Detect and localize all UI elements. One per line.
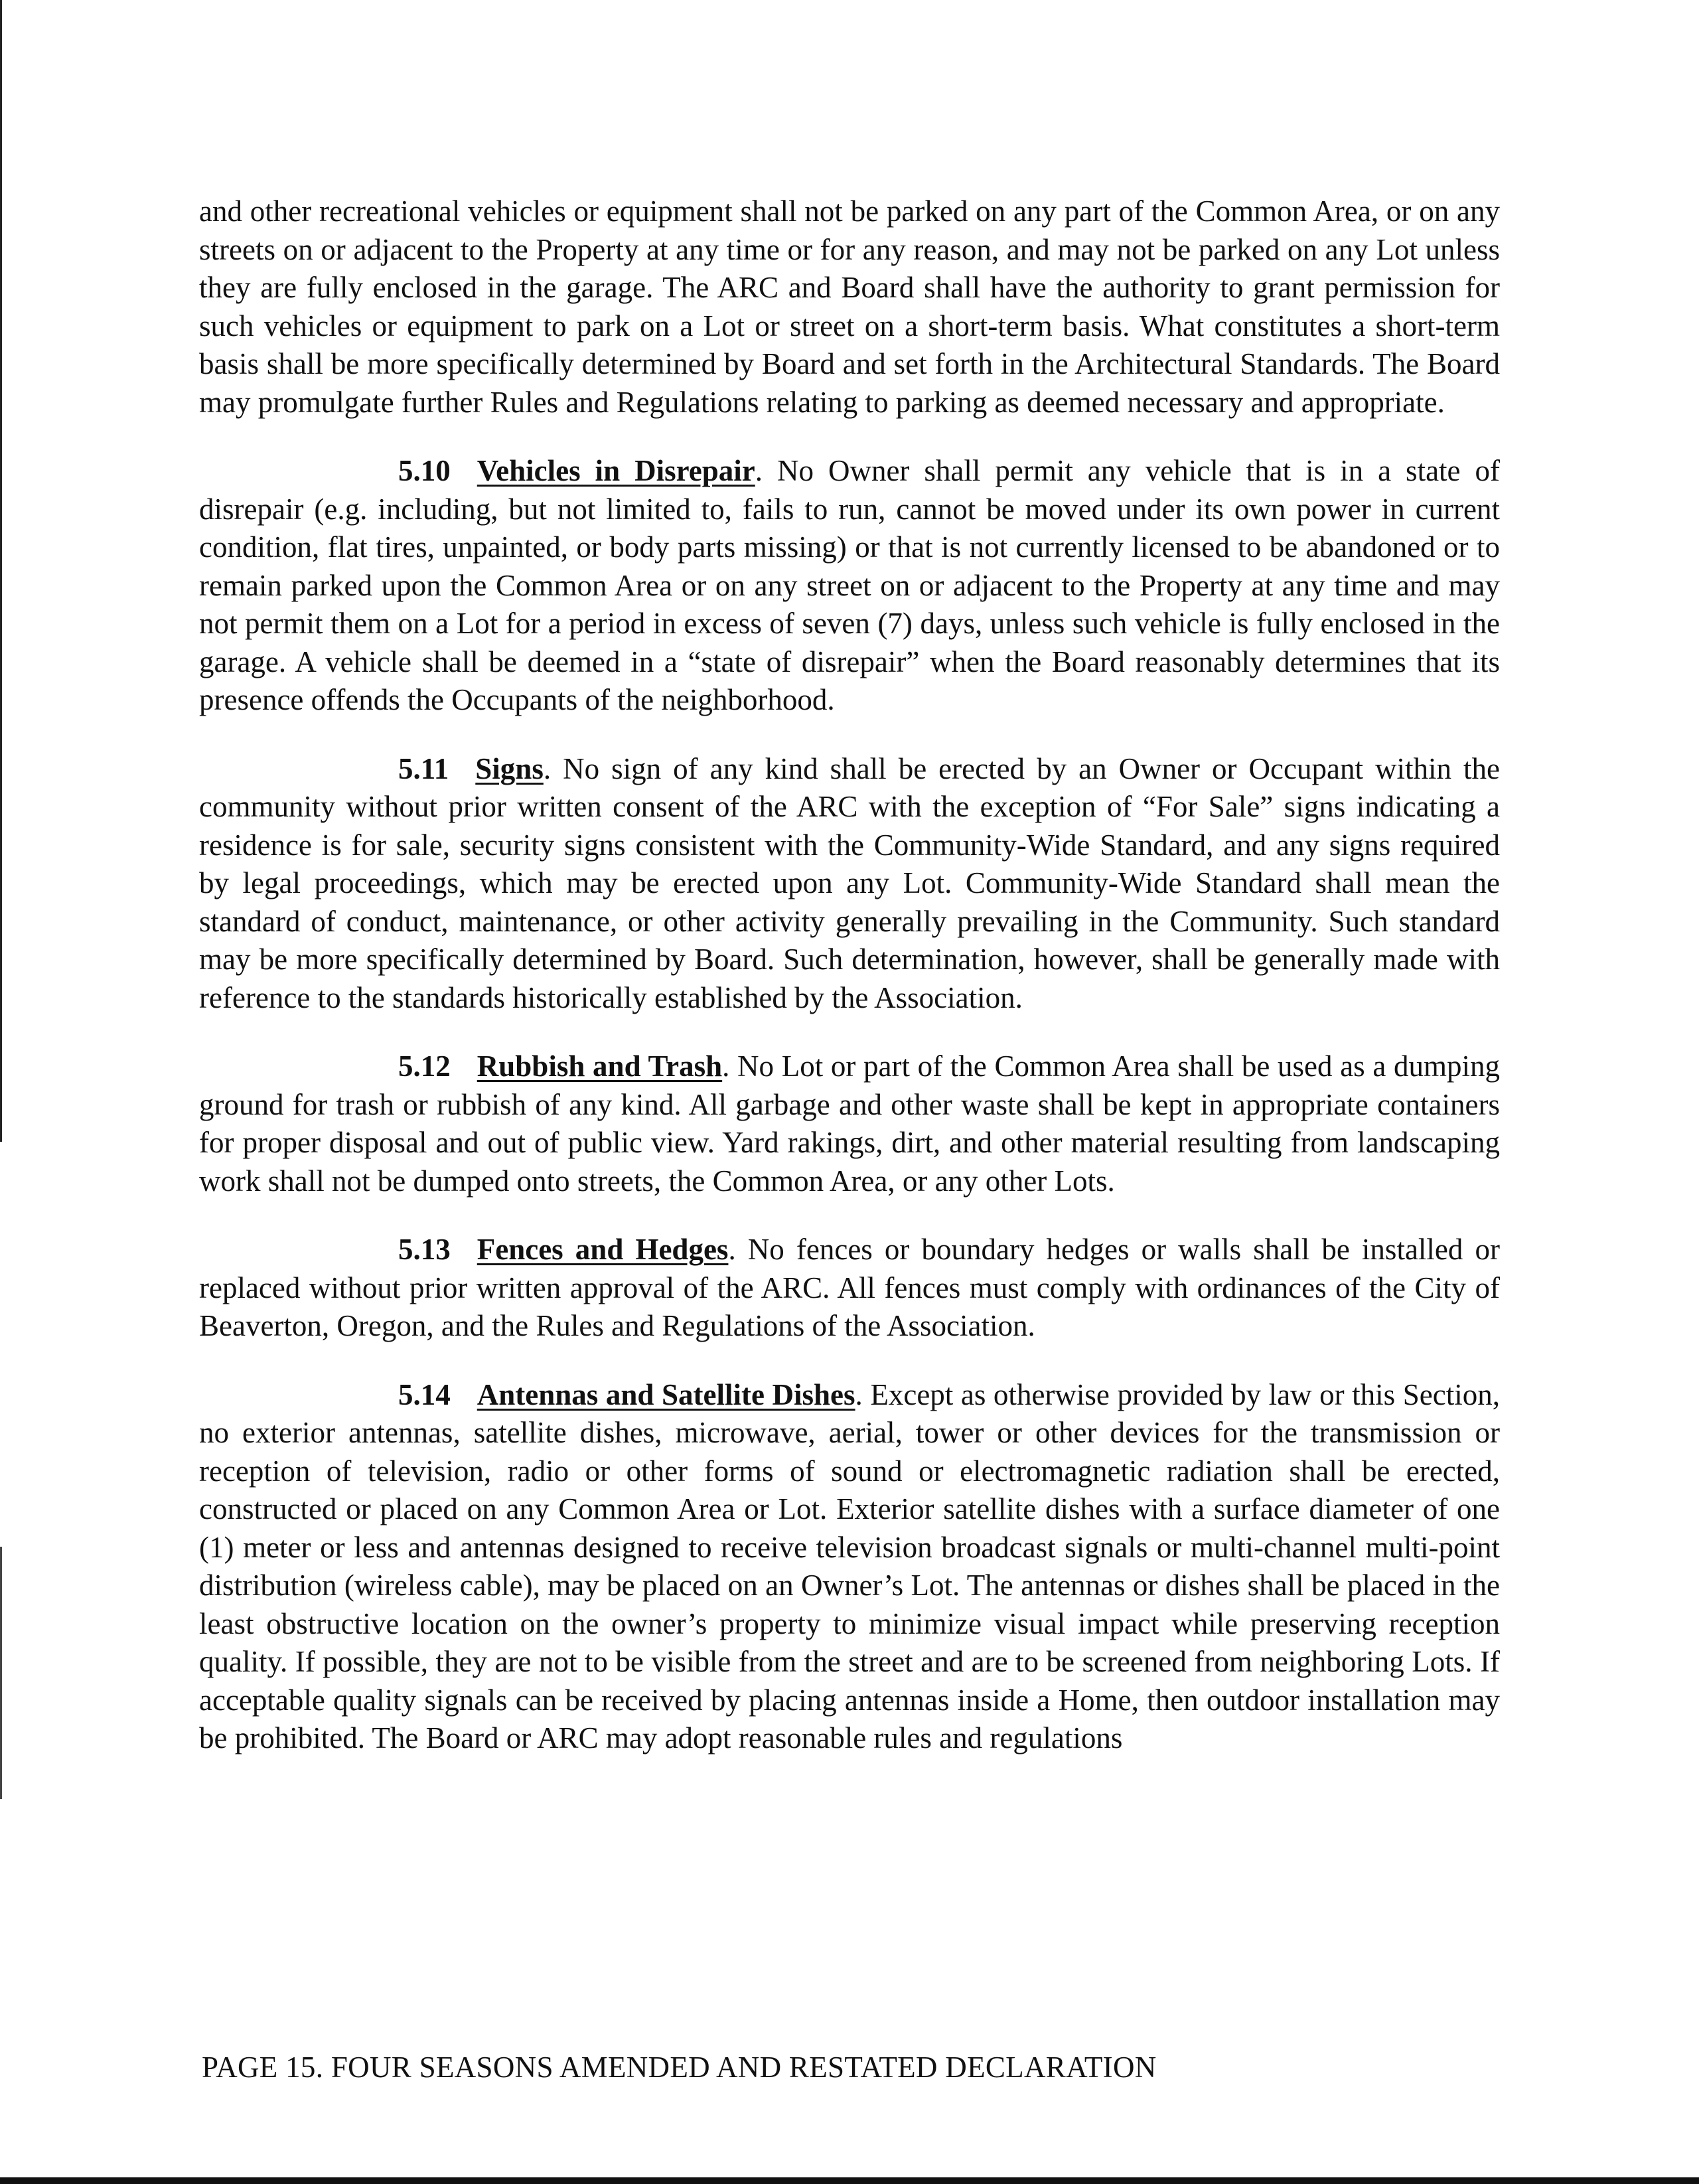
section-title: Vehicles in Disrepair <box>477 454 755 487</box>
section-title: Antennas and Satellite Dishes <box>477 1377 855 1411</box>
section-text: . No Lot or part of the Common Area shall be used as a dumping ground for trash or rubbish of any kind. All garbage and other waste shall be kept in appropriate containers for proper disposal and out of public view. Yard rakings, dirt, and other material resulting from landscaping work shall not be dumped onto streets, the Common Area, or any other Lots. <box>199 1050 1500 1198</box>
scan-edge-left-lower <box>0 1547 2 1799</box>
document-body <box>199 193 1500 1788</box>
scan-edge-left <box>0 0 2 1142</box>
section-number: 5.13 <box>398 1233 451 1266</box>
scan-edge-bottom <box>0 2177 1699 2184</box>
section-text: . No Owner shall permit any vehicle that is in a state of disrepair (e.g. including, but not limited to, fails to run, cannot be moved under its own power in current condition, flat tires, unpainted, or body parts missing) or that is not currently licensed to be abandoned or to remain parked upon the Common Area or on any street on or adjacent to the Property at any time and may not permit them on a Lot for a period in excess of seven (7) days, unless such vehicle is fully enclosed in the garage. A vehicle shall be deemed in a “state of disrepair” when the Board reasonably determines that its presence offends the Occupants of the neighborhood. <box>199 454 1500 716</box>
section-title: Fences and Hedges <box>477 1233 729 1266</box>
section-text: . No sign of any kind shall be erected by an Owner or Occupant within the community without prior written consent of the ARC with the exception of “For Sale” signs indicating a residence is for sale, security signs consistent with the Community-Wide Standard, and any signs required by legal proceedings, which may be erected upon any Lot. Community-Wide Standard shall mean the standard of conduct, maintenance, or other activity generally prevailing in the Community. Such standard may be more specifically determined by Board. Such determination, however, shall be generally made with reference to the standards historically established by the Association. <box>199 751 1500 1014</box>
section-5-14 <box>199 1376 1500 1758</box>
section-text: . No fences or boundary hedges or walls shall be installed or replaced without prior written approval of the ARC. All fences must comply with ordinances of the City of Beaverton, Oregon, and the Rules and Regulations of the Association. <box>199 1233 1500 1342</box>
section-number: 5.10 <box>398 454 451 487</box>
section-title: Rubbish and Trash <box>477 1050 723 1083</box>
section-text: . Except as otherwise provided by law or this Section, no exterior antennas, satellite dishes, microwave, aerial, tower or other devices for the transmission or reception of television, radio or other forms of sound or electromagnetic radiation shall be erected, constructed or placed on any Common Area or Lot. Exterior satellite dishes with a surface diameter of one (1) meter or less and antennas designed to receive television broadcast signals or multi-channel multi-point distribution (wireless cable), may be placed on an Owner’s Lot. The antennas or dishes shall be placed in the least obstructive location on the owner’s property to minimize visual impact while preserving reception quality. If possible, they are not to be visible from the street and are to be screened from neighboring Lots. If acceptable quality signals can be received by placing antennas inside a Home, then outdoor installation may be prohibited. The Board or ARC may adopt reasonable rules and regulations <box>199 1377 1500 1755</box>
section-5-11 <box>199 750 1500 1018</box>
section-5-13 <box>199 1231 1500 1346</box>
section-5-12 <box>199 1048 1500 1200</box>
section-5-10 <box>199 452 1500 720</box>
section-number: 5.11 <box>398 751 449 785</box>
paragraph-parking-continuation <box>199 193 1500 422</box>
page-footer: PAGE 15. FOUR SEASONS AMENDED AND RESTATED DECLARATION <box>202 2051 1157 2084</box>
section-number: 5.14 <box>398 1377 451 1411</box>
section-number: 5.12 <box>398 1050 451 1083</box>
paragraph-text: and other recreational vehicles or equipment shall not be parked on any part of the Common Area, or on any streets on or adjacent to the Property at any time or for any reason, and may not be parked on any Lot unless they are fully enclosed in the garage. The ARC and Board shall have the authority to grant permission for such vehicles or equipment to park on a Lot or street on a short-term basis. What constitutes a short-term basis shall be more specifically determined by Board and set forth in the Architectural Standards. The Board may promulgate further Rules and Regulations relating to parking as deemed necessary and appropriate. <box>199 195 1500 419</box>
section-title: Signs <box>475 751 544 785</box>
